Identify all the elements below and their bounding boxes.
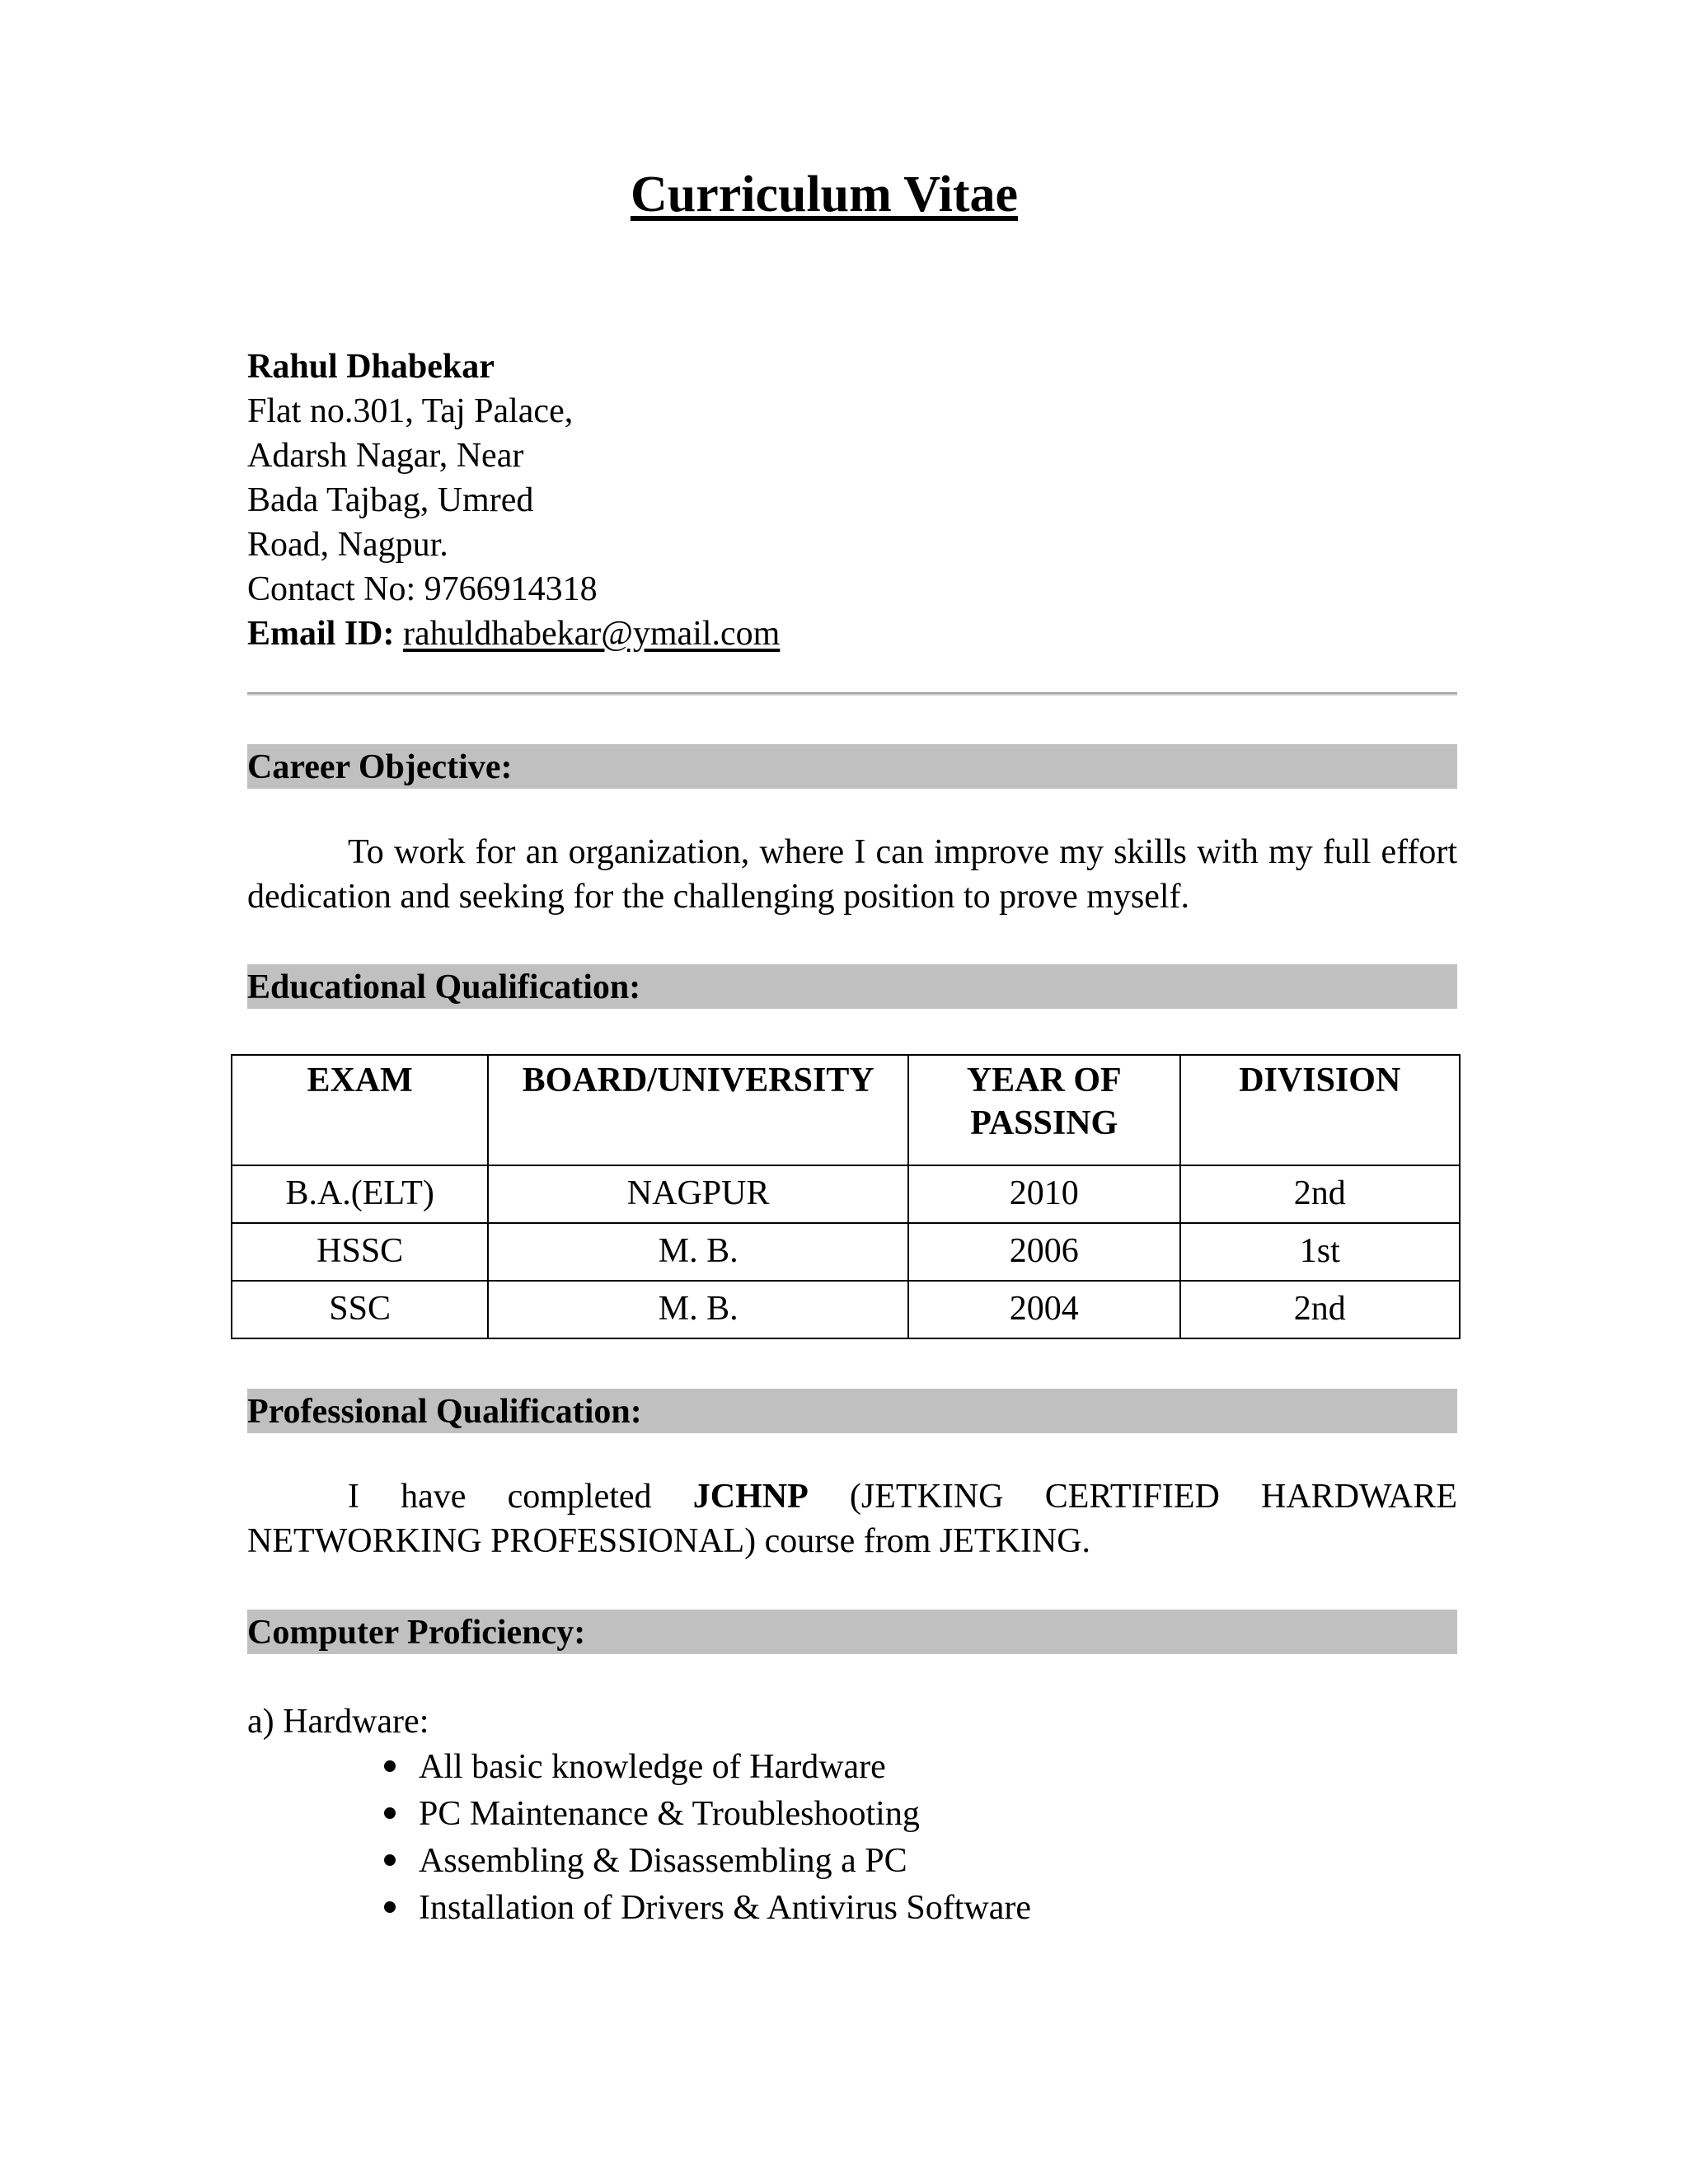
section-heading-computer: Computer Proficiency: [247, 1610, 1457, 1654]
horizontal-divider [247, 692, 1457, 696]
email-label: Email ID: [247, 615, 395, 653]
email-line [247, 612, 780, 656]
email-link[interactable]: rahuldhabekar@ymail.com [403, 615, 781, 653]
section-heading-education: Educational Qualification: [247, 964, 1457, 1009]
table-row [232, 1223, 1460, 1281]
table-cell: SSC [232, 1281, 488, 1338]
section-heading-professional: Professional Qualification: [247, 1389, 1457, 1433]
table-cell: M. B. [488, 1223, 908, 1281]
career-objective-text: To work for an organization, where I can improve my skills with my full effort dedication and seeking for the challenging position to prove myself. [247, 833, 1457, 916]
list-item-text: PC Maintenance & Troubleshooting [419, 1795, 920, 1833]
bullet-icon [384, 1854, 396, 1866]
candidate-name: Rahul Dhabekar [247, 348, 495, 386]
professional-text-after: (JETKING CERTIFIED HARDWARE NETWORKING PROFESSIONAL) course from JETKING. [247, 1478, 1458, 1560]
table-cell: 2010 [908, 1165, 1180, 1223]
contact-block [247, 344, 780, 656]
bullet-icon [384, 1807, 396, 1819]
list-item [419, 1744, 1031, 1791]
professional-text-before: I have completed [348, 1478, 693, 1516]
list-item [419, 1791, 1031, 1838]
professional-highlight: JCHNP [692, 1478, 809, 1516]
section-heading-career-objective: Career Objective: [247, 744, 1457, 789]
table-cell: M. B. [488, 1281, 908, 1338]
table-cell: 1st [1180, 1223, 1460, 1281]
hardware-label: a) Hardware: [247, 1703, 429, 1741]
column-header-exam: EXAM [232, 1055, 488, 1165]
table-row [232, 1165, 1460, 1223]
list-item-text: Assembling & Disassembling a PC [419, 1842, 907, 1880]
list-item [419, 1838, 1031, 1885]
table-row [232, 1281, 1460, 1338]
address-line: Road, Nagpur. [247, 526, 448, 564]
professional-qualification-text [247, 1474, 1457, 1563]
list-item-text: Installation of Drivers & Antivirus Software [419, 1889, 1032, 1927]
table-cell: 2006 [908, 1223, 1180, 1281]
hardware-list [419, 1744, 1031, 1932]
bullet-icon [384, 1901, 396, 1913]
column-header-division: DIVISION [1180, 1055, 1460, 1165]
table-cell: HSSC [232, 1223, 488, 1281]
table-cell: 2004 [908, 1281, 1180, 1338]
bullet-icon [384, 1760, 396, 1772]
table-header-row [232, 1055, 1460, 1165]
column-header-board: BOARD/UNIVERSITY [488, 1055, 908, 1165]
address-line: Bada Tajbag, Umred [247, 481, 534, 519]
column-header-year-text: YEAR OF PASSING [966, 1062, 1122, 1142]
list-item [419, 1885, 1031, 1932]
column-header-year [908, 1055, 1180, 1165]
contact-number: Contact No: 9766914318 [247, 570, 598, 608]
page-title: Curriculum Vitae [630, 166, 1019, 223]
list-item-text: All basic knowledge of Hardware [419, 1748, 886, 1786]
table-cell: B.A.(ELT) [232, 1165, 488, 1223]
table-cell: NAGPUR [488, 1165, 908, 1223]
table-cell: 2nd [1180, 1165, 1460, 1223]
address-line: Flat no.301, Taj Palace, [247, 392, 574, 430]
address-line: Adarsh Nagar, Near [247, 437, 524, 475]
education-table [231, 1054, 1461, 1339]
table-cell: 2nd [1180, 1281, 1460, 1338]
